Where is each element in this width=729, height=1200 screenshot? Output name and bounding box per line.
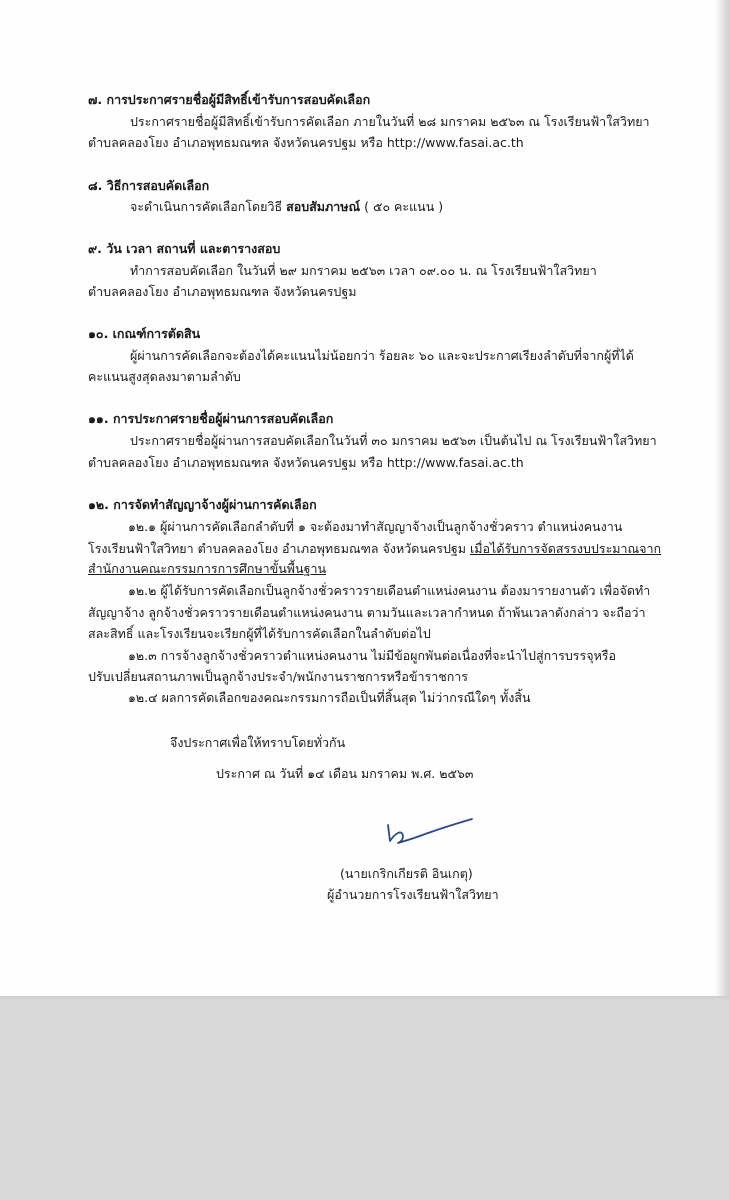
section-8-line-1 — [130, 199, 443, 215]
section-12-2-line-2: สัญญาจ้าง ลูกจ้างชั่วคราวรายเดือนตำแหน่งคนงาน ตามวันและเวลากำหนด ถ้าพ้นเวลาดังกล่าว จะถือว่า — [88, 605, 646, 620]
closing-statement: จึงประกาศเพื่อให้ทราบโดยทั่วกัน — [170, 735, 346, 750]
section-7-line-2: ตำบลคลองโยง อำเภอพุทธมณฑล จังหวัดนครปฐม หรือ http://www.fasai.ac.th — [88, 135, 524, 150]
section-12-4-line-1: ๑๒.๔ ผลการคัดเลือกของคณะกรรมการถือเป็นที่สิ้นสุด ไม่ว่ากรณีใดๆ ทั้งสิ้น — [128, 690, 531, 705]
announcement-date: ประกาศ ณ วันที่ ๑๔ เดือน มกราคม พ.ศ. ๒๕๖๓ — [216, 766, 474, 781]
section-11-line-1: ประกาศรายชื่อผู้ผ่านการสอบคัดเลือกในวันที่ ๓๐ มกราคม ๒๕๖๓ เป็นต้นไป ณ โรงเรียนฟ้าใสวิทยา — [130, 433, 657, 448]
handwritten-signature — [376, 815, 476, 855]
section-12-1-line-3: สำนักงานคณะกรรมการการศึกษาขั้นพื้นฐาน — [88, 561, 327, 576]
section-9-heading: ๙. วัน เวลา สถานที่ และตารางสอบ — [88, 241, 281, 256]
signer-title: ผู้อำนวยการโรงเรียนฟ้าใสวิทยา — [327, 887, 499, 902]
section-10-heading: ๑๐. เกณฑ์การตัดสิน — [88, 326, 201, 341]
section-11-line-2: ตำบลคลองโยง อำเภอพุทธมณฑล จังหวัดนครปฐม หรือ http://www.fasai.ac.th — [88, 455, 524, 470]
section-12-1-condition: เมื่อได้รับการจัดสรรงบประมาณจาก — [470, 541, 662, 556]
section-8-heading: ๘. วิธีการสอบคัดเลือก — [88, 178, 210, 193]
section-12-heading: ๑๒. การจัดทำสัญญาจ้างผู้ผ่านการคัดเลือก — [88, 497, 317, 512]
section-7-heading: ๗. การประกาศรายชื่อผู้มีสิทธิ์เข้ารับการสอบคัดเลือก — [88, 92, 371, 107]
section-12-2-line-3: สละสิทธิ์ และโรงเรียนจะเรียกผู้ที่ได้รับการคัดเลือกในลำดับต่อไป — [88, 626, 431, 641]
section-12-1-text: โรงเรียนฟ้าใสวิทยา ตำบลคลองโยง อำเภอพุทธมณฑล จังหวัดนครปฐม — [88, 541, 471, 556]
section-9-line-2: ตำบลคลองโยง อำเภอพุทธมณฑล จังหวัดนครปฐม — [88, 284, 357, 299]
section-12-1-line-2 — [88, 541, 661, 557]
page-bottom-shadow — [0, 996, 729, 1002]
section-12-3-line-2: ปรับเปลี่ยนสถานภาพเป็นลูกจ้างประจำ/พนักงานราชการหรือข้าราชการ — [88, 669, 469, 684]
signer-name: (นายเกริกเกียรติ อินเกตุ) — [340, 866, 473, 881]
section-8-method: สอบสัมภาษณ์ — [286, 199, 361, 214]
section-8-score: ( ๕๐ คะแนน ) — [360, 199, 444, 214]
section-9-line-1: ทำการสอบคัดเลือก ในวันที่ ๒๙ มกราคม ๒๕๖๓ เวลา ๐๙.๐๐ น. ณ โรงเรียนฟ้าใสวิทยา — [130, 263, 597, 278]
page-edge-shadow — [715, 0, 729, 1000]
section-12-2-line-1: ๑๒.๒ ผู้ได้รับการคัดเลือกเป็นลูกจ้างชั่วคราวรายเดือนตำแหน่งคนงาน ต้องมารายงานตัว เพื่อจัดทำ — [128, 583, 651, 598]
section-12-1-line-1: ๑๒.๑ ผู้ผ่านการคัดเลือกลำดับที่ ๑ จะต้องมาทำสัญญาจ้างเป็นลูกจ้างชั่วคราว ตำแหน่งคนงาน — [128, 519, 623, 534]
section-10-line-2: คะแนนสูงสุดลงมาตามลำดับ — [88, 369, 241, 384]
section-8-text: จะดำเนินการคัดเลือกโดยวิธี — [130, 199, 287, 214]
section-12-3-line-1: ๑๒.๓ การจ้างลูกจ้างชั่วคราวตำแหน่งคนงาน ไม่มีข้อผูกพันต่อเนื่องที่จะนำไปสู่การบรรจุหรือ — [128, 648, 617, 663]
section-7-line-1: ประกาศรายชื่อผู้มีสิทธิ์เข้ารับการคัดเลือก ภายในวันที่ ๒๘ มกราคม ๒๕๖๓ ณ โรงเรียนฟ้าใสวิทยา — [130, 114, 650, 129]
section-10-line-1: ผู้ผ่านการคัดเลือกจะต้องได้คะแนนไม่น้อยกว่า ร้อยละ ๖๐ และจะประกาศเรียงลำดับที่จากผู้ที่ได้ — [130, 348, 634, 363]
section-11-heading: ๑๑. การประกาศรายชื่อผู้ผ่านการสอบคัดเลือก — [88, 411, 334, 426]
